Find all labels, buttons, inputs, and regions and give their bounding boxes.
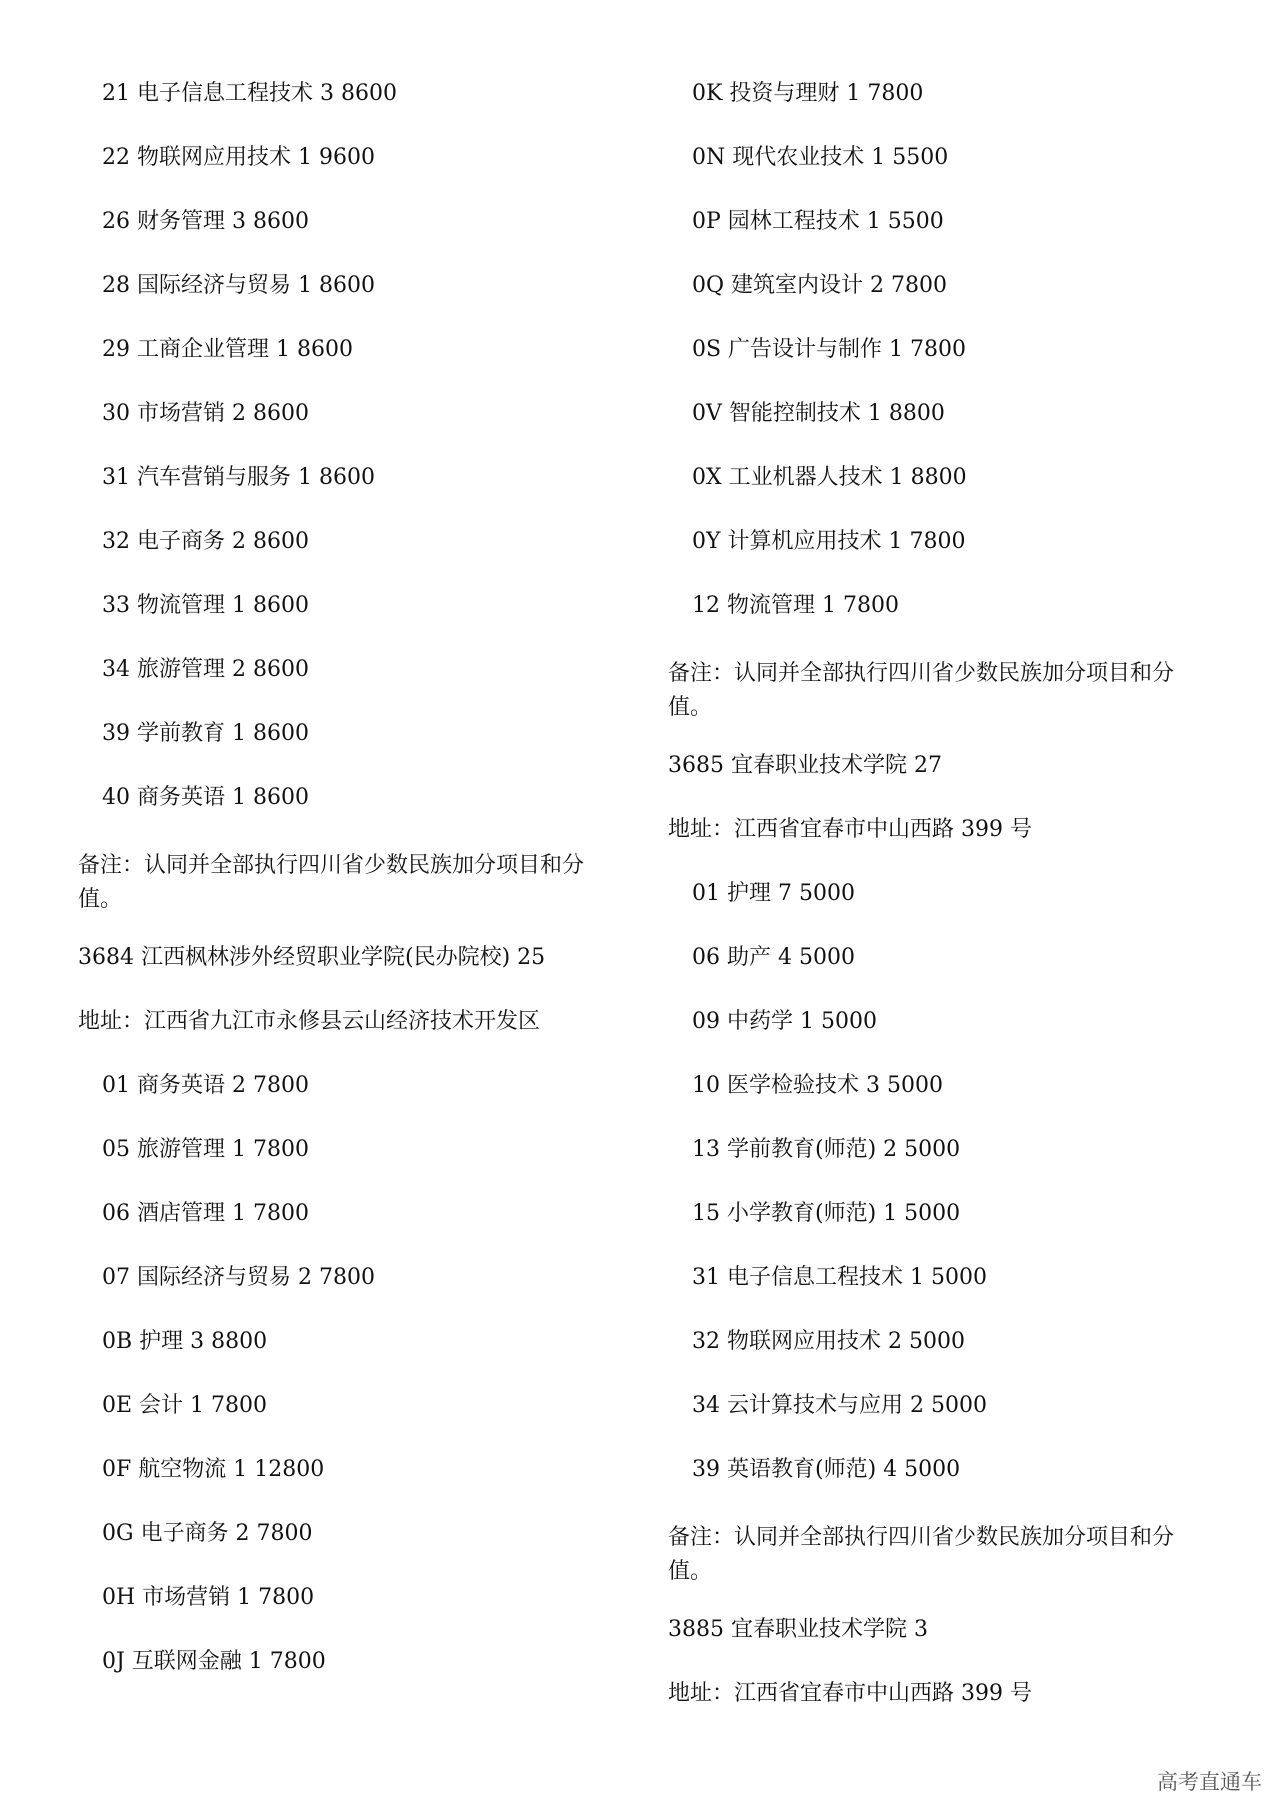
list-item: 15 小学教育(师范) 1 5000 bbox=[692, 1201, 961, 1226]
list-item: 32 物联网应用技术 2 5000 bbox=[692, 1329, 965, 1354]
remark-note: 备注：认同并全部执行四川省少数民族加分项目和分值。 bbox=[78, 853, 585, 912]
list-item: 40 商务英语 1 8600 bbox=[102, 785, 309, 810]
list-item: 07 国际经济与贸易 2 7800 bbox=[102, 1265, 375, 1290]
list-item: 01 商务英语 2 7800 bbox=[102, 1073, 309, 1098]
list-item: 0S 广告设计与制作 1 7800 bbox=[692, 337, 967, 362]
list-item: 0E 会计 1 7800 bbox=[102, 1393, 268, 1418]
list-item: 0N 现代农业技术 1 5500 bbox=[692, 145, 949, 170]
school-heading: 3685 宜春职业技术学院 27 bbox=[668, 753, 942, 778]
remark-note: 备注：认同并全部执行四川省少数民族加分项目和分值。 bbox=[668, 661, 1175, 720]
list-item: 12 物流管理 1 7800 bbox=[692, 593, 899, 618]
list-item: 05 旅游管理 1 7800 bbox=[102, 1137, 309, 1162]
school-address: 地址：江西省宜春市中山西路 399 号 bbox=[668, 817, 1032, 842]
school-address: 地址：江西省宜春市中山西路 399 号 bbox=[668, 1681, 1032, 1706]
list-item: 39 学前教育 1 8600 bbox=[102, 721, 309, 746]
list-item: 0P 园林工程技术 1 5500 bbox=[692, 209, 944, 234]
list-item: 34 旅游管理 2 8600 bbox=[102, 657, 309, 682]
list-item: 0V 智能控制技术 1 8800 bbox=[692, 401, 945, 426]
list-item: 0X 工业机器人技术 1 8800 bbox=[692, 465, 967, 490]
list-item: 06 助产 4 5000 bbox=[692, 945, 855, 970]
list-item: 0Q 建筑室内设计 2 7800 bbox=[692, 273, 947, 298]
list-item: 13 学前教育(师范) 2 5000 bbox=[692, 1137, 961, 1162]
list-item: 22 物联网应用技术 1 9600 bbox=[102, 145, 375, 170]
list-item: 0J 互联网金融 1 7800 bbox=[102, 1649, 326, 1674]
school-heading: 3684 江西枫林涉外经贸职业学院(民办院校) 25 bbox=[78, 945, 546, 970]
list-item: 0F 航空物流 1 12800 bbox=[102, 1457, 325, 1482]
list-item: 21 电子信息工程技术 3 8600 bbox=[102, 81, 397, 106]
list-item: 0H 市场营销 1 7800 bbox=[102, 1585, 315, 1610]
list-item: 28 国际经济与贸易 1 8600 bbox=[102, 273, 375, 298]
list-item: 34 云计算技术与应用 2 5000 bbox=[692, 1393, 987, 1418]
remark-note: 备注：认同并全部执行四川省少数民族加分项目和分值。 bbox=[668, 1525, 1175, 1584]
list-item: 32 电子商务 2 8600 bbox=[102, 529, 309, 554]
school-address: 地址：江西省九江市永修县云山经济技术开发区 bbox=[78, 1009, 541, 1034]
list-item: 0K 投资与理财 1 7800 bbox=[692, 81, 924, 106]
list-item: 31 汽车营销与服务 1 8600 bbox=[102, 465, 375, 490]
list-item: 29 工商企业管理 1 8600 bbox=[102, 337, 353, 362]
list-item: 01 护理 7 5000 bbox=[692, 881, 855, 906]
list-item: 33 物流管理 1 8600 bbox=[102, 593, 309, 618]
list-item: 31 电子信息工程技术 1 5000 bbox=[692, 1265, 987, 1290]
list-item: 09 中药学 1 5000 bbox=[692, 1009, 877, 1034]
list-item: 39 英语教育(师范) 4 5000 bbox=[692, 1457, 961, 1482]
list-item: 0G 电子商务 2 7800 bbox=[102, 1521, 313, 1546]
list-item: 10 医学检验技术 3 5000 bbox=[692, 1073, 943, 1098]
list-item: 0Y 计算机应用技术 1 7800 bbox=[692, 529, 966, 554]
list-item: 26 财务管理 3 8600 bbox=[102, 209, 309, 234]
watermark-text: 高考直通车 bbox=[1157, 1770, 1262, 1794]
list-item: 30 市场营销 2 8600 bbox=[102, 401, 309, 426]
school-heading: 3885 宜春职业技术学院 3 bbox=[668, 1617, 928, 1642]
list-item: 06 酒店管理 1 7800 bbox=[102, 1201, 309, 1226]
list-item: 0B 护理 3 8800 bbox=[102, 1329, 268, 1354]
